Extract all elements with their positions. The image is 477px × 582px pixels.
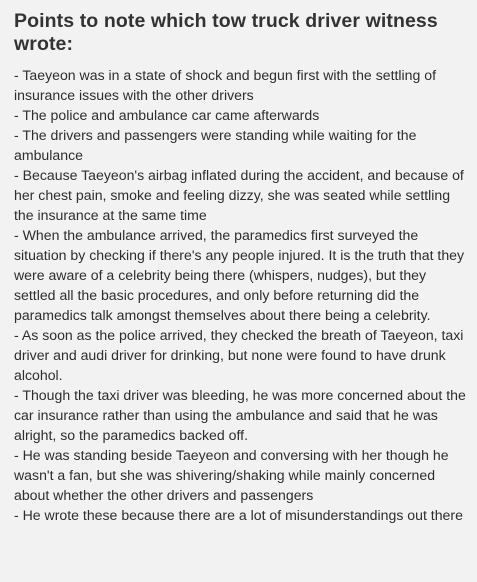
notes-list (14, 65, 469, 525)
note-item: - He was standing beside Taeyeon and conversing with her though he wasn't a fan, but she was shivering/shaking while mainly concerned about whether the other drivers and passengers (14, 447, 449, 503)
note-item: - Because Taeyeon's airbag inflated during the accident, and because of her chest pain, smoke and feeling dizzy, she was seated while settling the insurance at the same time (14, 167, 464, 223)
note-item: - He wrote these because there are a lot of misunderstandings out there (14, 507, 463, 523)
note-item: - The police and ambulance car came afterwards (14, 107, 320, 123)
note-item: - As soon as the police arrived, they checked the breath of Taeyeon, taxi driver and audi driver for drinking, but none were found to have drunk alcohol. (14, 327, 464, 383)
document-body (14, 10, 469, 525)
note-item: - The drivers and passengers were standing while waiting for the ambulance (14, 127, 417, 163)
note-item: - When the ambulance arrived, the paramedics first surveyed the situation by checking if there's any people injured. It is the truth that they were aware of a celebrity being there (whispers, nudges), but they settled all the basic procedures, and only before returning did the paramedics talk amongst themselves about there being a celebrity. (14, 227, 465, 323)
note-item: - Taeyeon was in a state of shock and begun first with the settling of insurance issues with the other drivers (14, 67, 437, 103)
note-item: - Though the taxi driver was bleeding, he was more concerned about the car insurance rather than using the ambulance and said that he was alright, so the paramedics backed off. (14, 387, 466, 443)
page-title: Points to note which tow truck driver witness wrote: (14, 10, 438, 55)
